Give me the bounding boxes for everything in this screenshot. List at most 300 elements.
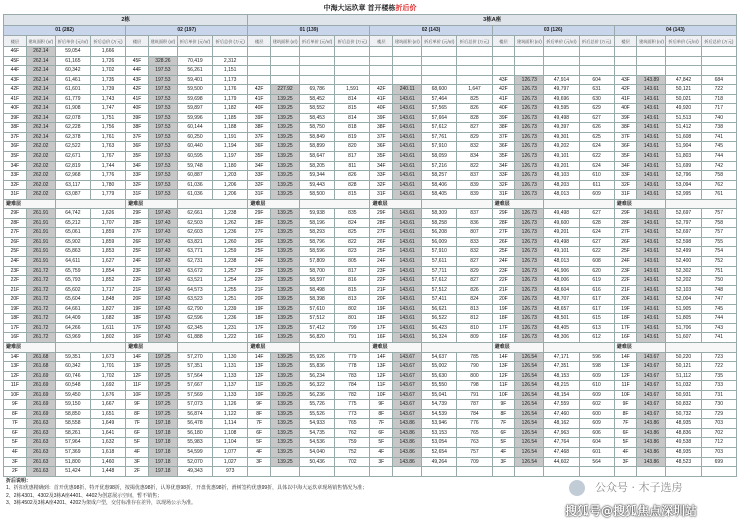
area-cell: 143.67 bbox=[637, 390, 666, 400]
table-row bbox=[4, 295, 737, 305]
floor-cell: 26F bbox=[4, 237, 27, 247]
floor-cell: 24F bbox=[4, 257, 27, 267]
unit-price-cell: 65,759 bbox=[55, 266, 90, 276]
unit-price-cell bbox=[544, 56, 579, 66]
unit-price-cell: 61,888 bbox=[177, 333, 212, 343]
unit-price-cell: 65,793 bbox=[55, 276, 90, 286]
area-cell: 262.14 bbox=[26, 132, 55, 142]
area-cell bbox=[271, 56, 300, 66]
total-price-cell: 835 bbox=[335, 209, 370, 219]
area-cell bbox=[515, 467, 544, 477]
total-price-cell: 1,133 bbox=[213, 390, 248, 400]
floor-cell: 25F bbox=[126, 247, 149, 257]
floor-cell: 37F bbox=[614, 132, 637, 142]
area-cell: 197.25 bbox=[148, 362, 177, 372]
title-main: 中海大运玖章 首开楼栋 bbox=[323, 5, 396, 12]
refuge-floor-blank bbox=[666, 199, 737, 209]
area-cell: 126.73 bbox=[515, 75, 544, 85]
total-price-cell: 765 bbox=[335, 419, 370, 429]
unit-price-cell: 49,202 bbox=[544, 142, 579, 152]
area-cell: 197.43 bbox=[148, 314, 177, 324]
total-price-cell: 824 bbox=[335, 218, 370, 228]
floor-cell: 22F bbox=[614, 276, 637, 286]
floor-cell: 36F bbox=[126, 142, 149, 152]
refuge-floor-label: 避难层 bbox=[492, 342, 544, 352]
total-price-cell: 602 bbox=[579, 400, 614, 410]
unit-price-cell: 61,036 bbox=[177, 180, 212, 190]
unit-price-cell: 51,513 bbox=[666, 113, 701, 123]
area-cell: 139.25 bbox=[271, 295, 300, 305]
floor-cell bbox=[614, 66, 637, 76]
refuge-floor-label: 避难层 bbox=[4, 342, 56, 352]
floor-cell: 11F bbox=[370, 381, 393, 391]
area-cell: 143.61 bbox=[637, 237, 666, 247]
area-cell: 126.54 bbox=[515, 447, 544, 457]
unit-price-cell: 57,564 bbox=[177, 371, 212, 381]
note-line-2: 2、2栋4301、4302及3栋A座4401、4402为创意展示空间，暂不销售； bbox=[6, 492, 163, 499]
total-price-cell: 617 bbox=[579, 295, 614, 305]
area-cell: 139.25 bbox=[271, 333, 300, 343]
col-header-total: 折后总价 (万元) bbox=[90, 36, 125, 47]
area-cell: 197.53 bbox=[148, 190, 177, 200]
total-price-cell bbox=[457, 75, 492, 85]
total-price-cell: 823 bbox=[335, 247, 370, 257]
refuge-floor-label: 避难层 bbox=[248, 342, 300, 352]
unit-price-cell: 60,595 bbox=[177, 152, 212, 162]
floor-cell: 34F bbox=[370, 161, 393, 171]
total-price-cell: 799 bbox=[335, 323, 370, 333]
area-cell: 139.25 bbox=[271, 113, 300, 123]
total-price-cell: 1,238 bbox=[213, 209, 248, 219]
area-cell: 197.53 bbox=[148, 113, 177, 123]
area-cell: 143.61 bbox=[637, 113, 666, 123]
total-price-cell bbox=[335, 47, 370, 57]
floor-cell: 38F bbox=[248, 123, 271, 133]
total-price-cell: 703 bbox=[701, 447, 736, 457]
area-cell: 126.73 bbox=[515, 257, 544, 267]
total-price-cell: 613 bbox=[579, 323, 614, 333]
total-price-cell: 1,206 bbox=[213, 190, 248, 200]
area-cell: 143.86 bbox=[393, 419, 422, 429]
area-cell: 139.25 bbox=[271, 142, 300, 152]
table-row bbox=[4, 85, 737, 95]
floor-cell: 25F bbox=[492, 247, 515, 257]
unit-price-cell: 64,266 bbox=[55, 323, 90, 333]
total-price-cell: 742 bbox=[701, 161, 736, 171]
area-cell: 139.25 bbox=[271, 314, 300, 324]
unit-price-cell: 55,041 bbox=[422, 390, 457, 400]
unit-price-cell: 60,440 bbox=[177, 142, 212, 152]
unit-price-cell: 54,040 bbox=[300, 447, 335, 457]
total-price-cell: 1,676 bbox=[90, 390, 125, 400]
refuge-floor-blank bbox=[544, 199, 614, 209]
floor-cell: 29F bbox=[126, 209, 149, 219]
total-price-cell: 811 bbox=[335, 161, 370, 171]
floor-cell: 14F bbox=[126, 352, 149, 362]
area-cell: 126.73 bbox=[515, 218, 544, 228]
total-price-cell: 820 bbox=[335, 142, 370, 152]
floor-cell bbox=[248, 66, 271, 76]
area-cell bbox=[148, 47, 177, 57]
floor-cell: 10F bbox=[370, 390, 393, 400]
floor-cell: 37F bbox=[4, 132, 27, 142]
table-row bbox=[4, 419, 737, 429]
total-price-cell: 625 bbox=[579, 132, 614, 142]
total-price-cell: 815 bbox=[335, 104, 370, 114]
area-cell: 261.72 bbox=[26, 304, 55, 314]
floor-cell: 27F bbox=[370, 228, 393, 238]
total-price-cell: 622 bbox=[579, 152, 614, 162]
total-price-cell: 598 bbox=[579, 362, 614, 372]
total-price-cell: 596 bbox=[579, 352, 614, 362]
area-cell: 261.63 bbox=[26, 447, 55, 457]
unit-price-cell: 60,342 bbox=[55, 66, 90, 76]
unit-price-cell: 51,032 bbox=[666, 381, 701, 391]
area-cell: 143.61 bbox=[393, 209, 422, 219]
unit-price-cell: 59,150 bbox=[55, 400, 90, 410]
unit-price-cell: 56,234 bbox=[300, 371, 335, 381]
unit-price-cell: 65,061 bbox=[55, 228, 90, 238]
total-price-cell: 1,260 bbox=[213, 237, 248, 247]
table-row bbox=[4, 323, 737, 333]
col-header-unit-price: 折后单价 (元/㎡) bbox=[300, 36, 335, 47]
total-price-cell: 1,641 bbox=[90, 428, 125, 438]
total-price-cell: 826 bbox=[457, 285, 492, 295]
area-cell: 261.69 bbox=[26, 371, 55, 381]
total-price-cell: 622 bbox=[579, 247, 614, 257]
total-price-cell: 773 bbox=[335, 409, 370, 419]
floor-cell: 29F bbox=[370, 209, 393, 219]
total-price-cell: 813 bbox=[457, 304, 492, 314]
floor-cell bbox=[492, 56, 515, 66]
unit-price-cell: 52,697 bbox=[666, 209, 701, 219]
total-price-cell: 1,747 bbox=[90, 104, 125, 114]
floor-cell: 6F bbox=[492, 428, 515, 438]
floor-cell: 20F bbox=[248, 295, 271, 305]
area-cell: 197.53 bbox=[148, 142, 177, 152]
total-price-cell: 1,667 bbox=[90, 400, 125, 410]
area-cell: 143.61 bbox=[637, 304, 666, 314]
area-cell: 126.73 bbox=[515, 132, 544, 142]
unit-price-cell: 60,548 bbox=[55, 381, 90, 391]
unit-price-cell: 59,450 bbox=[55, 390, 90, 400]
building-header-row bbox=[4, 15, 737, 26]
total-price-cell: 817 bbox=[335, 152, 370, 162]
area-cell: 139.25 bbox=[271, 409, 300, 419]
col-header-area: 建筑面积 (㎡) bbox=[637, 36, 666, 47]
unit-price-cell: 52,598 bbox=[666, 237, 701, 247]
unit-header-4: 02 (143) bbox=[370, 26, 492, 36]
unit-price-cell: 61,779 bbox=[55, 94, 90, 104]
area-cell: 143.61 bbox=[637, 247, 666, 257]
total-price-cell: 1,776 bbox=[90, 171, 125, 181]
floor-cell: 39F bbox=[248, 113, 271, 123]
floor-cell bbox=[614, 56, 637, 66]
total-price-cell: 712 bbox=[701, 438, 736, 448]
floor-cell: 33F bbox=[614, 171, 637, 181]
total-price-cell: 608 bbox=[579, 257, 614, 267]
total-price-cell: 801 bbox=[335, 314, 370, 324]
table-row bbox=[4, 314, 737, 324]
area-cell: 143.61 bbox=[637, 257, 666, 267]
floor-cell: 21F bbox=[492, 285, 515, 295]
total-price-cell: 1,627 bbox=[90, 257, 125, 267]
floor-cell: 16F bbox=[614, 333, 637, 343]
floor-cell: 39F bbox=[614, 113, 637, 123]
total-price-cell: 1,254 bbox=[213, 276, 248, 286]
total-price-cell: 822 bbox=[457, 161, 492, 171]
unit-price-cell: 48,836 bbox=[666, 428, 701, 438]
total-price-cell: 805 bbox=[335, 257, 370, 267]
floor-cell: 8F bbox=[370, 409, 393, 419]
floor-cell: 43F bbox=[126, 75, 149, 85]
floor-cell bbox=[370, 56, 393, 66]
floor-cell: 43F bbox=[614, 75, 637, 85]
unit-price-cell: 62,596 bbox=[177, 314, 212, 324]
col-header-total: 折后总价 (万元) bbox=[579, 36, 614, 47]
floor-cell: 39F bbox=[126, 113, 149, 123]
unit-price-cell: 49,797 bbox=[544, 85, 579, 95]
floor-cell: 10F bbox=[126, 390, 149, 400]
unit-price-cell: 55,550 bbox=[422, 381, 457, 391]
total-price-cell: 813 bbox=[335, 295, 370, 305]
table-row bbox=[4, 362, 737, 372]
unit-price-cell: 57,910 bbox=[422, 142, 457, 152]
floor-cell: 7F bbox=[614, 419, 637, 429]
area-cell: 262.02 bbox=[26, 152, 55, 162]
total-price-cell: 1,203 bbox=[213, 171, 248, 181]
floor-cell: 35F bbox=[248, 152, 271, 162]
floor-cell bbox=[492, 467, 515, 477]
total-price-cell: 1,251 bbox=[213, 295, 248, 305]
floor-cell: 4F bbox=[370, 447, 393, 457]
unit-price-cell: 58,205 bbox=[300, 161, 335, 171]
area-cell: 139.25 bbox=[271, 400, 300, 410]
refuge-floor-row bbox=[4, 342, 737, 352]
total-price-cell: 1,763 bbox=[90, 142, 125, 152]
watermark-sohu: 搜狐号@搜狐焦点深圳站 bbox=[565, 504, 698, 518]
total-price-cell: 812 bbox=[457, 314, 492, 324]
refuge-floor-label: 避难层 bbox=[248, 199, 300, 209]
note-line-1: 1、折扣优惠精确到：首开优惠98折，特开优惠98折，按揭优惠98折，认筹优惠98折，开盘优惠98折，滑树签约优惠99折，具体以中海大运玖章现场销售情况为准； bbox=[6, 485, 368, 492]
total-price-cell: 604 bbox=[579, 75, 614, 85]
total-price-cell: 1,131 bbox=[213, 362, 248, 372]
area-cell: 139.25 bbox=[271, 247, 300, 257]
area-cell: 261.63 bbox=[26, 438, 55, 448]
area-cell: 126.73 bbox=[515, 323, 544, 333]
unit-price-cell: 58,558 bbox=[55, 419, 90, 429]
area-cell: 197.43 bbox=[148, 266, 177, 276]
unit-price-cell: 57,761 bbox=[422, 132, 457, 142]
floor-cell: 14F bbox=[370, 352, 393, 362]
unit-price-cell: 64,661 bbox=[55, 304, 90, 314]
floor-cell: 3F bbox=[4, 457, 27, 467]
total-price-cell: 802 bbox=[335, 304, 370, 314]
total-price-cell: 730 bbox=[701, 400, 736, 410]
total-price-cell: 815 bbox=[335, 190, 370, 200]
area-cell: 126.54 bbox=[515, 381, 544, 391]
total-price-cell: 791 bbox=[457, 390, 492, 400]
total-price-cell: 738 bbox=[701, 123, 736, 133]
area-cell: 261.91 bbox=[26, 209, 55, 219]
area-cell: 262.14 bbox=[26, 56, 55, 66]
area-cell bbox=[271, 467, 300, 477]
unit-price-cell: 49,498 bbox=[544, 237, 579, 247]
refuge-floor-blank bbox=[422, 199, 492, 209]
total-price-cell: 1,236 bbox=[213, 314, 248, 324]
unit-price-cell: 57,512 bbox=[422, 285, 457, 295]
area-cell bbox=[271, 47, 300, 57]
area-cell: 139.25 bbox=[271, 209, 300, 219]
unit-price-cell: 57,216 bbox=[422, 161, 457, 171]
total-price-cell: 973 bbox=[213, 467, 248, 477]
area-cell: 126.54 bbox=[515, 409, 544, 419]
total-price-cell: 828 bbox=[457, 113, 492, 123]
floor-cell: 19F bbox=[492, 304, 515, 314]
floor-cell: 19F bbox=[614, 304, 637, 314]
unit-price-cell bbox=[666, 56, 701, 66]
floor-cell: 33F bbox=[492, 171, 515, 181]
unit-price-cell: 59,054 bbox=[55, 47, 90, 57]
total-price-cell: 1,632 bbox=[90, 438, 125, 448]
total-price-cell: 1,114 bbox=[213, 419, 248, 429]
floor-cell: 19F bbox=[126, 304, 149, 314]
area-cell bbox=[515, 47, 544, 57]
floor-cell: 21F bbox=[126, 285, 149, 295]
floor-cell: 20F bbox=[4, 295, 27, 305]
floor-cell: 5F bbox=[126, 438, 149, 448]
total-price-cell: 744 bbox=[701, 152, 736, 162]
unit-price-cell: 58,500 bbox=[300, 190, 335, 200]
unit-price-cell: 50,436 bbox=[300, 457, 335, 467]
area-cell: 139.25 bbox=[271, 381, 300, 391]
total-price-cell: 762 bbox=[701, 180, 736, 190]
unit-price-cell: 63,771 bbox=[177, 247, 212, 257]
area-cell: 143.61 bbox=[393, 276, 422, 286]
floor-cell: 28F bbox=[492, 218, 515, 228]
unit-price-cell: 49,397 bbox=[544, 123, 579, 133]
unit-price-cell: 56,322 bbox=[300, 381, 335, 391]
floor-cell: 29F bbox=[614, 209, 637, 219]
total-price-cell: 743 bbox=[701, 323, 736, 333]
area-cell: 261.91 bbox=[26, 257, 55, 267]
unit-price-cell: 61,461 bbox=[55, 75, 90, 85]
floor-cell: 34F bbox=[4, 161, 27, 171]
total-price-cell: 702 bbox=[701, 428, 736, 438]
floor-cell: 20F bbox=[614, 295, 637, 305]
unit-price-cell: 55,526 bbox=[300, 409, 335, 419]
unit-price-cell: 52,400 bbox=[666, 257, 701, 267]
unit-price-cell: 56,324 bbox=[422, 333, 457, 343]
floor-cell bbox=[248, 75, 271, 85]
table-row bbox=[4, 152, 737, 162]
area-cell: 262.14 bbox=[26, 47, 55, 57]
area-cell: 143.61 bbox=[637, 333, 666, 343]
floor-cell: 37F bbox=[492, 132, 515, 142]
floor-cell: 27F bbox=[614, 228, 637, 238]
total-price-cell: 702 bbox=[335, 457, 370, 467]
floor-cell: 37F bbox=[126, 132, 149, 142]
area-cell: 126.73 bbox=[515, 113, 544, 123]
area-cell: 143.61 bbox=[637, 85, 666, 95]
total-price-cell: 754 bbox=[701, 247, 736, 257]
area-cell: 143.61 bbox=[393, 94, 422, 104]
area-cell: 126.54 bbox=[515, 457, 544, 467]
area-cell: 126.73 bbox=[515, 237, 544, 247]
unit-price-cell: 48,006 bbox=[544, 276, 579, 286]
area-cell: 143.67 bbox=[393, 362, 422, 372]
unit-price-cell: 48,501 bbox=[544, 314, 579, 324]
floor-cell: 7F bbox=[492, 419, 515, 429]
unit-price-cell: 47,171 bbox=[544, 352, 579, 362]
unit-header-6: 04 (143) bbox=[614, 26, 736, 36]
refuge-floor-label: 避难层 bbox=[492, 199, 544, 209]
unit-price-cell: 52,995 bbox=[666, 190, 701, 200]
area-cell: 143.61 bbox=[393, 132, 422, 142]
total-price-cell: 1,194 bbox=[213, 142, 248, 152]
area-cell: 261.91 bbox=[26, 237, 55, 247]
floor-cell: 33F bbox=[126, 171, 149, 181]
area-cell: 139.25 bbox=[271, 276, 300, 286]
table-row bbox=[4, 457, 737, 467]
total-price-cell: 818 bbox=[335, 123, 370, 133]
total-price-cell: 624 bbox=[579, 161, 614, 171]
area-cell: 139.25 bbox=[271, 304, 300, 314]
area-cell: 197.43 bbox=[148, 237, 177, 247]
unit-price-cell: 62,671 bbox=[55, 152, 90, 162]
unit-price-cell: 49,343 bbox=[177, 467, 212, 477]
col-header-unit-price: 折后单价 (元/㎡) bbox=[544, 36, 579, 47]
floor-cell: 31F bbox=[370, 190, 393, 200]
refuge-floor-blank bbox=[666, 342, 737, 352]
floor-cell: 32F bbox=[614, 180, 637, 190]
area-cell: 197.53 bbox=[148, 66, 177, 76]
floor-cell: 32F bbox=[4, 180, 27, 190]
area-cell: 262.02 bbox=[26, 171, 55, 181]
floor-cell: 31F bbox=[126, 190, 149, 200]
total-price-cell: 733 bbox=[701, 381, 736, 391]
area-cell: 139.25 bbox=[271, 190, 300, 200]
unit-price-cell: 53,054 bbox=[422, 438, 457, 448]
total-price-cell: 816 bbox=[335, 276, 370, 286]
area-cell: 197.25 bbox=[148, 381, 177, 391]
area-cell: 126.73 bbox=[515, 333, 544, 343]
sheet-title bbox=[3, 3, 737, 14]
floor-cell: 25F bbox=[4, 247, 27, 257]
area-cell: 143.61 bbox=[393, 295, 422, 305]
area-cell: 143.61 bbox=[637, 228, 666, 238]
area-cell: 139.25 bbox=[271, 228, 300, 238]
floor-cell: 43F bbox=[492, 75, 515, 85]
floor-cell: 18F bbox=[614, 314, 637, 324]
unit-price-cell: 47,351 bbox=[544, 362, 579, 372]
area-cell: 197.43 bbox=[148, 333, 177, 343]
unit-price-cell: 46,906 bbox=[544, 266, 579, 276]
floor-cell: 20F bbox=[370, 295, 393, 305]
floor-cell: 3F bbox=[492, 457, 515, 467]
table-row bbox=[4, 381, 737, 391]
unit-price-cell: 60,342 bbox=[55, 362, 90, 372]
unit-price-cell: 64,742 bbox=[55, 209, 90, 219]
floor-cell: 39F bbox=[492, 113, 515, 123]
floor-cell: 3F bbox=[614, 457, 637, 467]
unit-price-cell: 51,805 bbox=[666, 314, 701, 324]
unit-price-cell: 48,935 bbox=[666, 447, 701, 457]
table-row bbox=[4, 228, 737, 238]
floor-cell: 44F bbox=[126, 66, 149, 76]
area-cell: 197.43 bbox=[148, 295, 177, 305]
total-price-cell: 610 bbox=[579, 171, 614, 181]
